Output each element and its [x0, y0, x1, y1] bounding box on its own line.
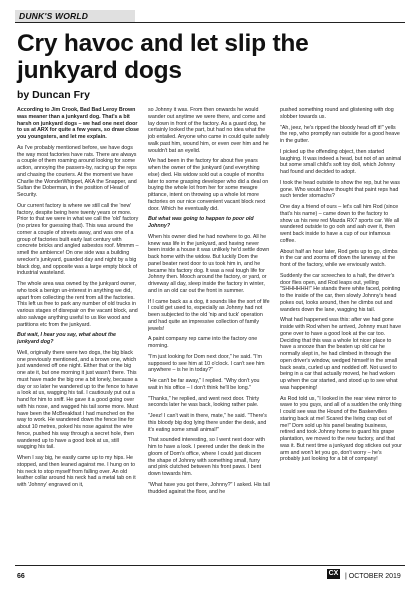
article-paragraph: As I've probably mentioned before, we have dogs the way most factories have rats. There are always a couple of them roaming around looking for some action, annoying the passers-by, racing up the reps and chasing the couriers. At the moment we have Charlie the WonderWhippet, AKA the Snapper, and Sultan the Doberman, in the position of Head of Security. — [17, 144, 137, 198]
footer-rule — [15, 565, 405, 566]
article-paragraph: One day a friend of ours – let's call him Rod (since that's his name) – came down to the factory to show us his new red Mazda RX7 sports car. We all wandered outside to go ooh and aah over it, then went back inside to have a cup of our infamous coffee. — [280, 204, 400, 244]
article-paragraph: "Jeez! I can't wait in there, mate," he said. "There's this bloody big dog lying there under the desk, and it's eating some small animal!" — [148, 413, 267, 433]
header-rule — [15, 22, 405, 23]
article-column-2 — [148, 107, 270, 563]
article-paragraph: I picked up the offending object, then started laughing. It was indeed a head, but not of an animal but some small child's soft toy doll, which Johnny had found and decided to adopt. — [280, 148, 402, 175]
article-column-3 — [280, 107, 402, 563]
article-paragraph: According to Jim Crook, Bad Bad Leroy Brown was meaner than a junkyard dog. That's a bit harsh on junkyard dogs – we had one next door to us at ARX for quite a few years, so draw close you youngsters, and let me explain. — [17, 107, 139, 140]
article-paragraph: Well, originally there were two dogs, the big black one previously mentioned, and a brown one, which just wandered off one night. Either that or the big one ate it, but one morning it just wasn't there. This must have made the big one a bit lonely, because a day or so later he wandered up to the fence to have a look at us, wagging his tail. I cautiously put out a hand for him to sniff. He gave it a good going over with his nose, and wagged his tail some more. Must have been the McBreakfast I had munched on the way to work. He wandered down the fence line for about 10 metres, poked his nose against the wire fence, pushed his way through a secret hole, then wandered up to have a good look at us, still wagging his tail. — [17, 349, 139, 451]
article-paragraph: so Johnny it was. From then onwards he would wander out anytime we were there, and come and lay down in front of the factory. As a guard dog, he certainly looked the part, but had no idea what the job entailed. Anyone who came in could quite safely walk past him, wound him, or even over him and he wouldn't bat an eyelid. — [148, 107, 270, 154]
article-paragraph: "Thanks," he replied, and went next door. Thirty seconds later he was back, looking rather pale. — [148, 395, 260, 409]
article-column-1 — [17, 107, 139, 563]
article-paragraph: But wait, I hear you say, what about the junkyard dog? — [17, 332, 116, 345]
article-paragraph: But what was going to happen to poor old Johnny? — [148, 216, 254, 229]
magazine-logo: CX — [328, 570, 339, 577]
article-title: Cry havoc and let slip the junkyard dogs — [17, 30, 309, 84]
article-paragraph: About half an hour later, Rod gets up to go, climbs in the car and zooms off down the laneway at the front of the factory, while we enviously watch. — [280, 248, 398, 268]
page-number: 66 — [17, 573, 25, 580]
article-paragraph: We had been in the factory for about five years when the owner of the junkyard (and everything else) died. His widow sold out a couple of months later to some grasping developer who did a deal on buying the whole lot from her for some meagre pittance, intent on throwing up a whole lot more factories on our nice convenient vacant block next door. Which he eventually did. — [148, 158, 269, 212]
article-paragraph: When his owner died he had nowhere to go. All he knew was life in the junkyard, and having never been inside a house it was unlikely he'd settle down back home with the widow. But luckily Dom the panel beater next door to us took him in, and he became his factory dog. It was a real tough life for Johnny then. Mooch around the factory, or yard, or driveway all day, sleep inside the factory in winter, and in an old car out the front in summer. — [148, 233, 270, 294]
byline: by Duncan Fry — [17, 89, 90, 101]
article-paragraph: As Rod told us, "I looked in the rear view mirror to wave to you guys, and all of a sudden the only thing I could see was the Hound of the Baskervilles staring back at me! Scared the living crap out of me!" Dom sold up his panel beating business, retired and took Johnny home to guard his grape plantation, we moved to the new factory, and that was it. But next time a junkyard dog stickes out your arm and won't let you go, don't worry – he's probably just looking for a bit of company! — [280, 395, 402, 463]
article-paragraph: What had happened was this: after we had gone inside with Rod when he arrived, Johnny must have gone over to have a good look at the car too. Deciding that this was a whole lot nicer place to have a snooze than the beaten up old car he normally slept in, he had climbed in through the open driver's window, wedged himself in the small back seats, curled up and nodded off. Not used to being in a car that actually moved, he had woken up when the car started, and stood up to see what was happening! — [280, 317, 402, 391]
article-paragraph: That sounded interesting, so I went next door with him to have a look. I peered under the desk in the gloom of Dom's office, where I could just discern the shape of Johnny with something small, furry and pink clutched between his front paws. I bent down towards him. — [148, 437, 265, 477]
article-paragraph: If I came back as a dog, it sounds like the sort of life I could get used to, especially as Johnny had not been subjected to the old 'nip and tuck' operation and had quite an impressive collection of family jewels! — [148, 298, 270, 332]
issue-date: | OCTOBER 2019 — [345, 573, 401, 580]
article-paragraph: "I'm just looking for Dom next door," he said. "I'm supposed to see him at 10 o'clock. I can't see him anywhere – is he in today?" — [148, 353, 265, 374]
article-paragraph: "He can't be far away," I replied. "Why don't you wait in his office – I don't think he'll be long." — [148, 378, 260, 391]
article-paragraph: Suddenly the car screeches to a halt, the driver's door flies open, and Rod leaps out, yelling "SHHHHHH!" He stands there white faced, pointing to the inside of the car, then slowly Johnny's head pokes out, looks around, then he climbs out and wanders down the lane, wagging his tail. — [280, 272, 401, 313]
article-paragraph: When I say big, he easily came up to my hips. He stopped, and then leaned against me. I hung on to his neck to stop myself from falling over. An old leather collar around his neck had a metal tab on it with 'Johnny' engraved on it, — [17, 455, 136, 488]
article-paragraph: Our current factory is where we still call the 'new' factory, despite being here twenty years or more. Prior to that we were in what we call the 'old' factory (no prizes for guessing that). This was around the corner a couple of streets away, and was one of a group of factories built early last century with concrete bricks and angled asbestos roof. Mmmm – smell the ambience! On one side was a building wrecker's junkyard, guarded day and night by a big black dog, and opposite was a large empty block of industrial wasteland. — [17, 202, 139, 277]
article-paragraph: A paint company rep came into the factory one morning. — [148, 336, 258, 349]
article-paragraph: "Ah, jeez, he's ripped the bloody head off it!" yells the rep, who promptly ran outside for a good heave in the gutter. — [280, 124, 400, 144]
article-paragraph: "What have you got there, Johnny?" I asked. His tail thudded against the floor, and he — [148, 481, 270, 495]
article-paragraph: The whole area was owned by the junkyard owner, who took a benign un-interest in anything we did, apart from collecting the rent from all the factories. This left us free to park any number of old trucks in various stages of disrepair on the vacant block, and also salvage anything useful to us like wood and partitions etc from the junkyard. — [17, 281, 138, 328]
section-label: DUNK'S WORLD — [19, 11, 89, 21]
article-paragraph: pushed something round and glistening with dog slobber towards us. — [280, 107, 394, 120]
article-paragraph: I took the head outside to show the rep, but he was gone. Who would have thought that paint reps had such tender stomachs? — [280, 179, 400, 200]
